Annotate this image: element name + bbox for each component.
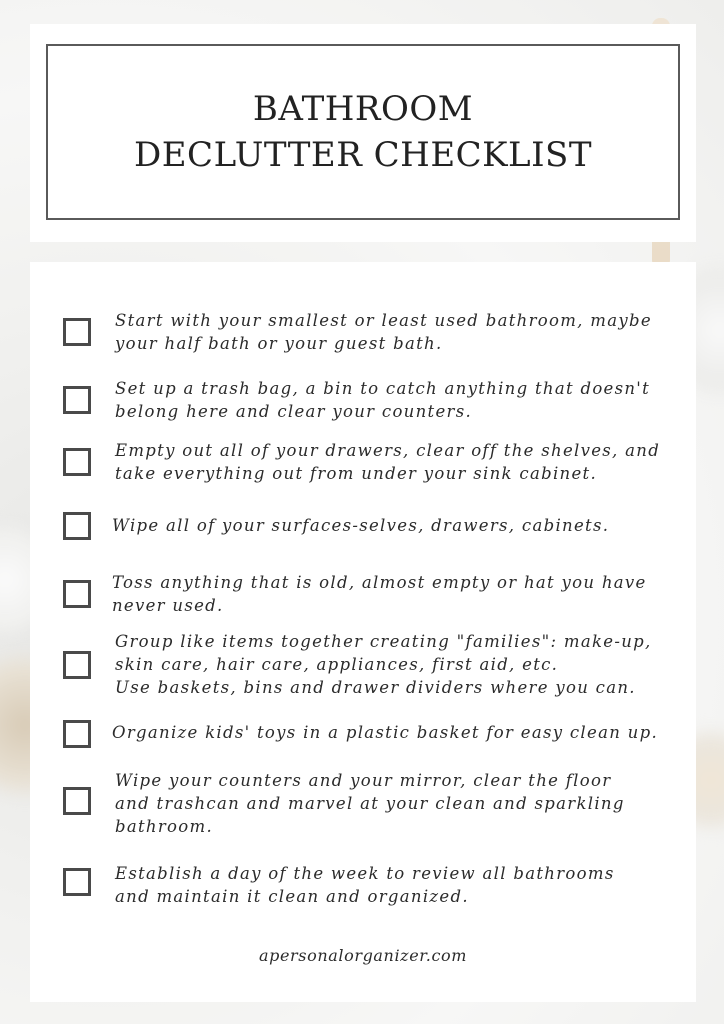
checklist-item-text: Establish a day of the week to review all bathrooms and maintain it clean and organized. (115, 864, 615, 906)
checkbox[interactable] (63, 448, 91, 476)
title-line-2: DECLUTTER CHECKLIST (133, 135, 593, 175)
checkbox[interactable] (63, 720, 91, 748)
checklist-item-text: Wipe all of your surfaces-selves, drawers, cabinets. (112, 516, 610, 535)
checkbox[interactable] (63, 318, 91, 346)
checkbox[interactable] (63, 868, 91, 896)
checkbox[interactable] (63, 580, 91, 608)
checkbox[interactable] (63, 512, 91, 540)
checkbox[interactable] (63, 386, 91, 414)
checklist-panel (30, 262, 696, 1002)
checklist-item-text: Start with your smallest or least used bathroom, maybe your half bath or your guest bath. (115, 311, 652, 353)
checkbox[interactable] (63, 651, 91, 679)
checklist-item-text: Organize kids' toys in a plastic basket for easy clean up. (112, 723, 659, 742)
checklist-item-text: Empty out all of your drawers, clear off the shelves, and take everything out from under your sink cabinet. (115, 441, 661, 483)
website-footer: apersonalorganizer.com (258, 946, 468, 965)
checklist-item-text: Set up a trash bag, a bin to catch anything that doesn't belong here and clear your counters. (115, 379, 651, 421)
checkbox[interactable] (63, 787, 91, 815)
checklist-item-text: Group like items together creating "families": make-up, skin care, hair care, appliances, first aid, etc. Use baskets, bins and drawer dividers where you can. (115, 632, 652, 697)
checklist-item-text: Wipe your counters and your mirror, clear the floor and trashcan and marvel at your clean and sparkling bathroom. (115, 771, 625, 836)
title-line-1: BATHROOM (252, 89, 474, 129)
title-panel (30, 24, 696, 242)
title-frame (46, 44, 680, 220)
checklist-item-text: Toss anything that is old, almost empty or hat you have never used. (112, 573, 647, 615)
